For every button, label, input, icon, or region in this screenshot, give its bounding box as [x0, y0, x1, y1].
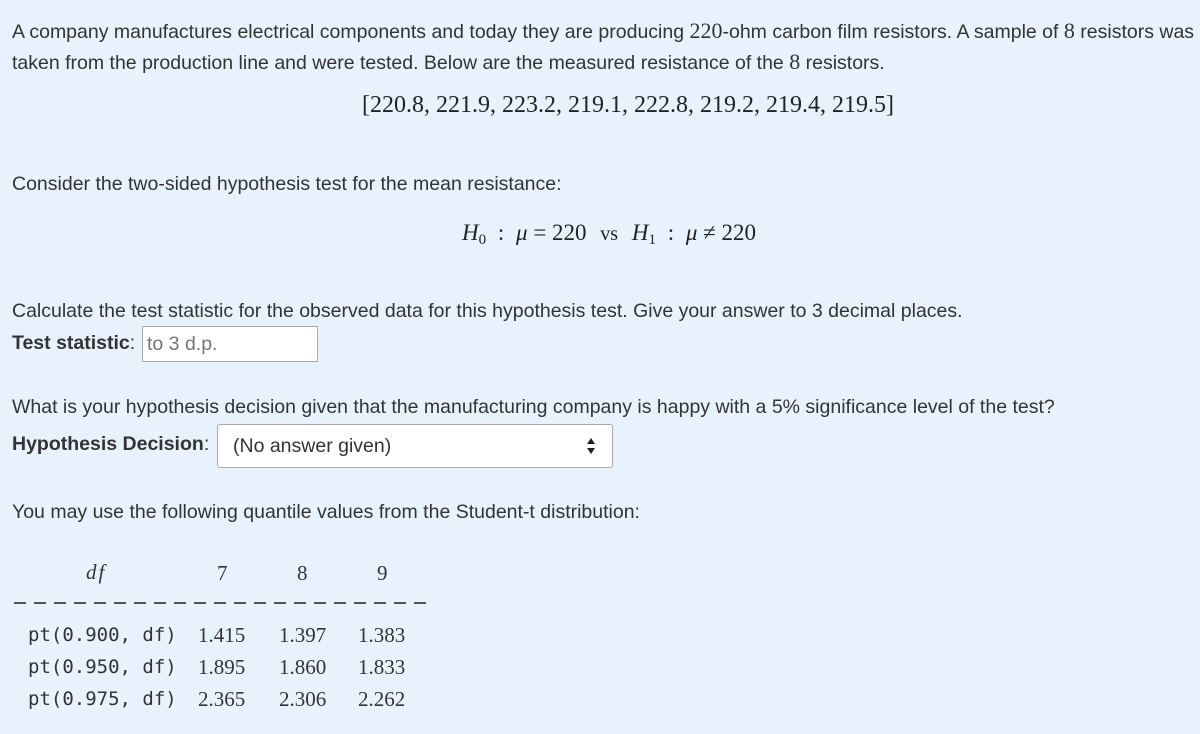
cell-0975-df9: 2.262	[358, 687, 406, 711]
df-column-7: 7	[217, 561, 228, 585]
df-header: df	[86, 560, 107, 584]
cell-0975-df7: 2.365	[198, 687, 246, 711]
cell-0950-df7: 1.895	[198, 655, 246, 679]
sample-size: 8	[1063, 18, 1075, 43]
h1-not-equals: ≠ 220	[703, 220, 757, 245]
data-vector: [220.8, 221.9, 223.2, 219.1, 222.8, 219.2, 219.4, 219.5]	[362, 92, 894, 118]
quantile-intro: You may use the following quantile values from the Student-t distribution:	[12, 501, 640, 523]
hypothesis-formula	[462, 220, 756, 249]
intro-text-3: resistors was taken from the production line and were tested. Below are the measured resistance of the	[12, 21, 1195, 74]
row-label-0900: pt(0.900, df)	[28, 624, 177, 646]
df-column-9: 9	[377, 561, 388, 585]
test-statistic-input[interactable]	[142, 326, 318, 362]
intro-paragraph	[12, 16, 1198, 78]
h1-colon: :	[667, 220, 675, 245]
cell-0950-df9: 1.833	[358, 655, 406, 679]
mu-symbol-2: μ	[685, 220, 698, 245]
select-updown-arrow-icon	[586, 437, 596, 455]
cell-0950-df8: 1.860	[279, 655, 327, 679]
resistance-value: 220	[689, 18, 723, 43]
hypothesis-decision-value: (No answer given)	[233, 435, 392, 457]
intro-text-4: resistors.	[800, 52, 885, 74]
test-statistic-label-row	[12, 332, 135, 355]
intro-text-1: A company manufactures electrical components and today they are producing	[12, 21, 690, 43]
hypothesis-decision-select[interactable]	[217, 424, 613, 468]
sample-size-2: 8	[789, 49, 801, 74]
row-label-0975: pt(0.975, df)	[28, 688, 177, 710]
row-label-0950: pt(0.950, df)	[28, 656, 177, 678]
intro-text-2: -ohm carbon film resistors. A sample of	[722, 21, 1064, 43]
h0-colon: :	[497, 220, 505, 245]
cell-0900-df7: 1.415	[198, 623, 246, 647]
test-statistic-colon: :	[129, 332, 136, 354]
hypothesis-decision-label-row	[12, 433, 209, 456]
question-1-prompt: Calculate the test statistic for the observed data for this hypothesis test. Give your answer to 3 decimal places.	[12, 300, 963, 322]
test-statistic-label: Test statistic	[12, 332, 130, 354]
df-column-8: 8	[297, 561, 308, 585]
cell-0900-df9: 1.383	[358, 623, 406, 647]
h0-equals: = 220	[533, 220, 587, 245]
question-2-prompt: What is your hypothesis decision given that the manufacturing company is happy with a 5% significance level of the test?	[12, 396, 1055, 418]
hypothesis-decision-label: Hypothesis Decision	[12, 433, 204, 455]
hypothesis-prompt: Consider the two-sided hypothesis test for the mean resistance:	[12, 173, 562, 195]
h0-symbol: H	[462, 220, 479, 245]
h1-symbol: H	[631, 220, 649, 245]
h1-subscript: 1	[648, 232, 656, 248]
mu-symbol-1: μ	[516, 220, 528, 245]
h0-subscript: 0	[478, 232, 487, 248]
cell-0975-df8: 2.306	[279, 687, 327, 711]
table-divider	[12, 597, 432, 609]
cell-0900-df8: 1.397	[279, 623, 327, 647]
vs-text: vs	[600, 223, 619, 245]
hypothesis-decision-colon: :	[203, 433, 210, 455]
